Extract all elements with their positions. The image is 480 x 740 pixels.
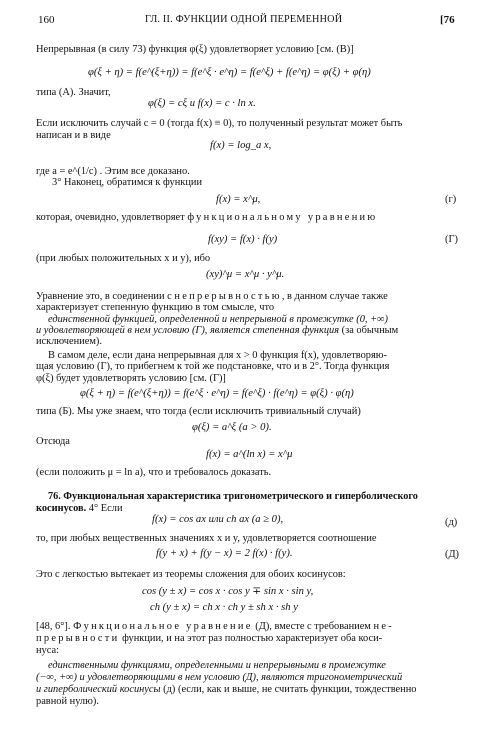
formula: ch (y ± x) = ch x · ch y ± sh x · sh y: [150, 602, 298, 613]
text-line: типа (А). Значит,: [36, 87, 111, 98]
formula: φ(ξ) = a^ξ (a > 0).: [192, 422, 272, 433]
equation-tag: (д): [445, 517, 458, 528]
text-line: написан и в виде: [36, 130, 111, 141]
spaced-emphasis: непрерывностью: [174, 291, 282, 302]
text-line: Уравнение это, в соединении с непрерывностью, в данном случае также: [36, 291, 388, 302]
running-title: ГЛ. II. ФУНКЦИИ ОДНОЙ ПЕРЕМЕННОЙ: [145, 14, 343, 25]
text-line: Непрерывная (в силу 73) функция φ(ξ) удовлетворяет условию [см. (В)]: [36, 44, 354, 55]
text-line: где a = e^(1/c) . Этим все доказано.: [36, 166, 190, 177]
text-line: косинусов. 4° Если: [36, 503, 123, 514]
text-line: нуса:: [36, 645, 59, 656]
text-line: характеризует степенную функцию в том смысле, что: [36, 302, 275, 313]
section-reference: [76: [440, 14, 455, 26]
text-line: и удовлетворяющей в нем условию (Г), является степенная функция (за обычным: [36, 325, 399, 336]
text-line: типа (Б). Мы уже знаем, что тогда (если исключить тривиальный случай): [36, 406, 361, 417]
equation-tag: (г): [445, 194, 457, 205]
text-line: щая условию (Г), то прибегнем к той же подстановке, что и в 2°. Тогда функция: [36, 361, 390, 372]
text-line: прерывности функции, и на этот раз полностью характеризует оба коси-: [36, 633, 383, 644]
formula: φ(ξ + η) = f(e^(ξ+η)) = f(e^ξ · e^η) = f(e^ξ) + f(e^η) = φ(ξ) + φ(η): [88, 67, 371, 78]
formula: f(x) = log_a x,: [210, 140, 272, 151]
text-line: Это с легкостью вытекает из теоремы сложения для обоих косинусов:: [36, 569, 346, 580]
equation-tag: (Д): [445, 549, 460, 560]
text-line: исключением).: [36, 336, 102, 347]
page-number: 160: [38, 14, 55, 26]
text-line: и гиперболический косинусы (д) (если, как и выше, не считать функции, тождественно: [36, 684, 417, 695]
text-line-italic: единственными функциями, определенными и непрерывными в промежутке: [48, 660, 386, 671]
text-line-italic: единственной функцией, определенной и непрерывной в промежутке (0, +∞): [48, 314, 388, 325]
text-line: равной нулю).: [36, 696, 99, 707]
equation-tag: (Г): [445, 234, 458, 245]
formula: f(xy) = f(x) · f(y): [208, 234, 278, 245]
section-heading: 76. Функциональная характеристика тригонометрического и гиперболического: [48, 491, 418, 502]
formula: (xy)^μ = x^μ · y^μ.: [206, 269, 285, 280]
text-line: [48, 6°]. Функциональное уравнение (Д), вместе с требованием не-: [36, 621, 395, 632]
formula: φ(ξ + η) = f(e^(ξ+η)) = f(e^ξ · e^η) = f(e^ξ) · f(e^η) = φ(ξ) · φ(η): [80, 388, 354, 399]
spaced-emphasis: прерывности: [36, 633, 120, 644]
text-line: то, при любых вещественных значениях x и y, удовлетворяется соотношение: [36, 533, 377, 544]
text-line: Если исключить случай c = 0 (тогда f(x) ≡ 0), то полученный результат может быть: [36, 118, 403, 129]
text-line: Отсюда: [36, 436, 70, 447]
spaced-emphasis: Функциональное уравнение: [73, 621, 253, 632]
text-line: (если положить μ = ln a), что и требовалось доказать.: [36, 467, 272, 478]
spaced-emphasis: функциональному уравнению: [187, 212, 378, 223]
formula: f(x) = x^μ,: [216, 194, 261, 205]
spaced-emphasis: не-: [373, 621, 395, 632]
text-line: которая, очевидно, удовлетворяет функциональному уравнению: [36, 212, 378, 223]
text-line: В самом деле, если дана непрерывная для x > 0 функция f(x), удовлетворяю-: [48, 350, 387, 361]
text-line: 3° Наконец, обратимся к функции: [52, 177, 202, 188]
text-line: φ(ξ) будет удовлетворять условию [см. (Г)]: [36, 373, 226, 384]
text-line-italic: (−∞, +∞) и удовлетворяющими в нем условию (Д), являются тригонометрический: [36, 672, 403, 683]
formula: φ(ξ) = cξ и f(x) = c · ln x.: [148, 98, 256, 109]
formula: f(x) = cos ax или ch ax (a ≥ 0),: [152, 514, 284, 525]
formula: f(x) = a^(ln x) = x^μ: [206, 449, 293, 460]
formula: f(y + x) + f(y − x) = 2 f(x) · f(y).: [156, 548, 293, 559]
text-line: (при любых положительных x и y), ибо: [36, 253, 211, 264]
formula: cos (y ± x) = cos x · cos y ∓ sin x · sin y,: [142, 586, 314, 597]
